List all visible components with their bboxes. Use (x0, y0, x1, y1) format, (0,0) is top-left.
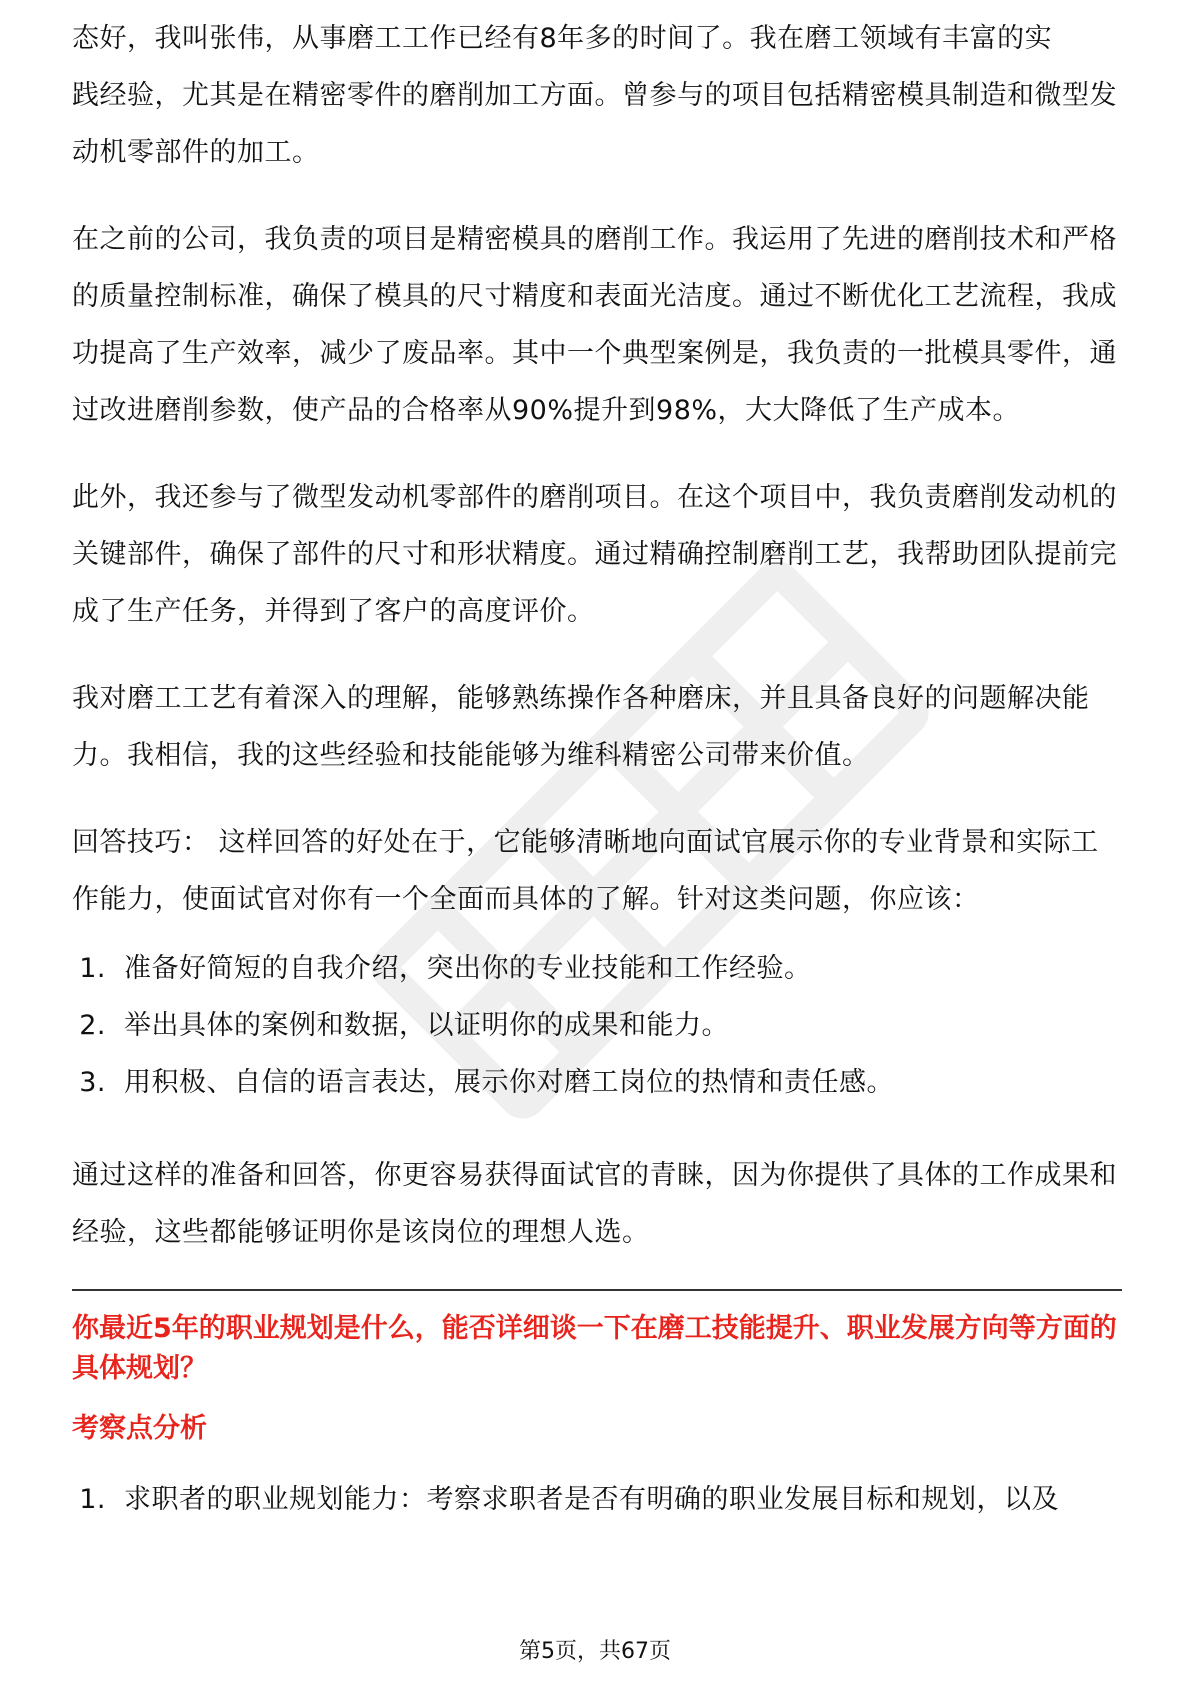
list-item (72, 1054, 1122, 1111)
list-item (72, 940, 1122, 997)
list-number: 1. (79, 1484, 106, 1515)
analysis-list (72, 1471, 1122, 1528)
paragraph-previous-company: 在之前的公司，我负责的项目是精密模具的磨削工作。我运用了先进的磨削技术和严格的质量控制标准，确保了模具的尺寸精度和表面光洁度。通过不断优化工艺流程，我成功提高了生产效率，减少了废品率。其中一个典型案例是，我负责的一批模具零件，通过改进磨削参数，使产品的合格率从90%提升到98%，大大降低了生产成本。 (72, 224, 1117, 426)
list-text: 求职者的职业规划能力：考察求职者是否有明确的职业发展目标和规划，以及 (124, 1484, 1059, 1515)
list-item (72, 1471, 1122, 1528)
paragraph-skills: 我对磨工工艺有着深入的理解，能够熟练操作各种磨床，并且具备良好的问题解决能力。我相信，我的这些经验和技能能够为维科精密公司带来价值。 (72, 683, 1090, 771)
list-number: 3. (79, 1067, 106, 1098)
list-number: 1. (79, 953, 106, 984)
list-item (72, 997, 1122, 1054)
paragraph-intro: 践经验，尤其是在精密零件的磨削加工方面。曾参与的项目包括精密模具制造和微型发动机零部件的加工。 (72, 80, 1117, 168)
list-number: 2. (79, 1010, 106, 1041)
paragraph-engine-project: 此外，我还参与了微型发动机零部件的磨削项目。在这个项目中，我负责磨削发动机的关键部件，确保了部件的尺寸和形状精度。通过精确控制磨削工艺，我帮助团队提前完成了生产任务，并得到了客户的高度评价。 (72, 482, 1117, 627)
question-heading: 你最近5年的职业规划是什么，能否详细谈一下在磨工技能提升、职业发展方向等方面的具体规划？ (72, 1313, 1117, 1384)
section-divider (72, 1289, 1122, 1291)
page-number-footer: 第5页，共67页 (519, 1639, 671, 1664)
main-content (72, 22, 1122, 1528)
list-text: 用积极、自信的语言表达，展示你对磨工岗位的热情和责任感。 (124, 1067, 894, 1098)
tips-list (72, 940, 1122, 1111)
list-text: 准备好简短的自我介绍，突出你的专业技能和工作经验。 (124, 953, 812, 984)
paragraph-intro-cut: 态好，我叫张伟，从事磨工工作已经有8年多的时间了。我在磨工领域有丰富的实 (72, 23, 1053, 54)
paragraph-answer-tips: 回答技巧： 这样回答的好处在于，它能够清晰地向面试官展示你的专业背景和实际工作能力，使面试官对你有一个全面而具体的了解。针对这类问题，你应该： (72, 827, 1099, 915)
list-text: 举出具体的案例和数据，以证明你的成果和能力。 (124, 1010, 729, 1041)
analysis-heading: 考察点分析 (72, 1413, 207, 1444)
paragraph-conclusion: 通过这样的准备和回答，你更容易获得面试官的青睐，因为你提供了具体的工作成果和经验，这些都能够证明你是该岗位的理想人选。 (72, 1160, 1117, 1248)
